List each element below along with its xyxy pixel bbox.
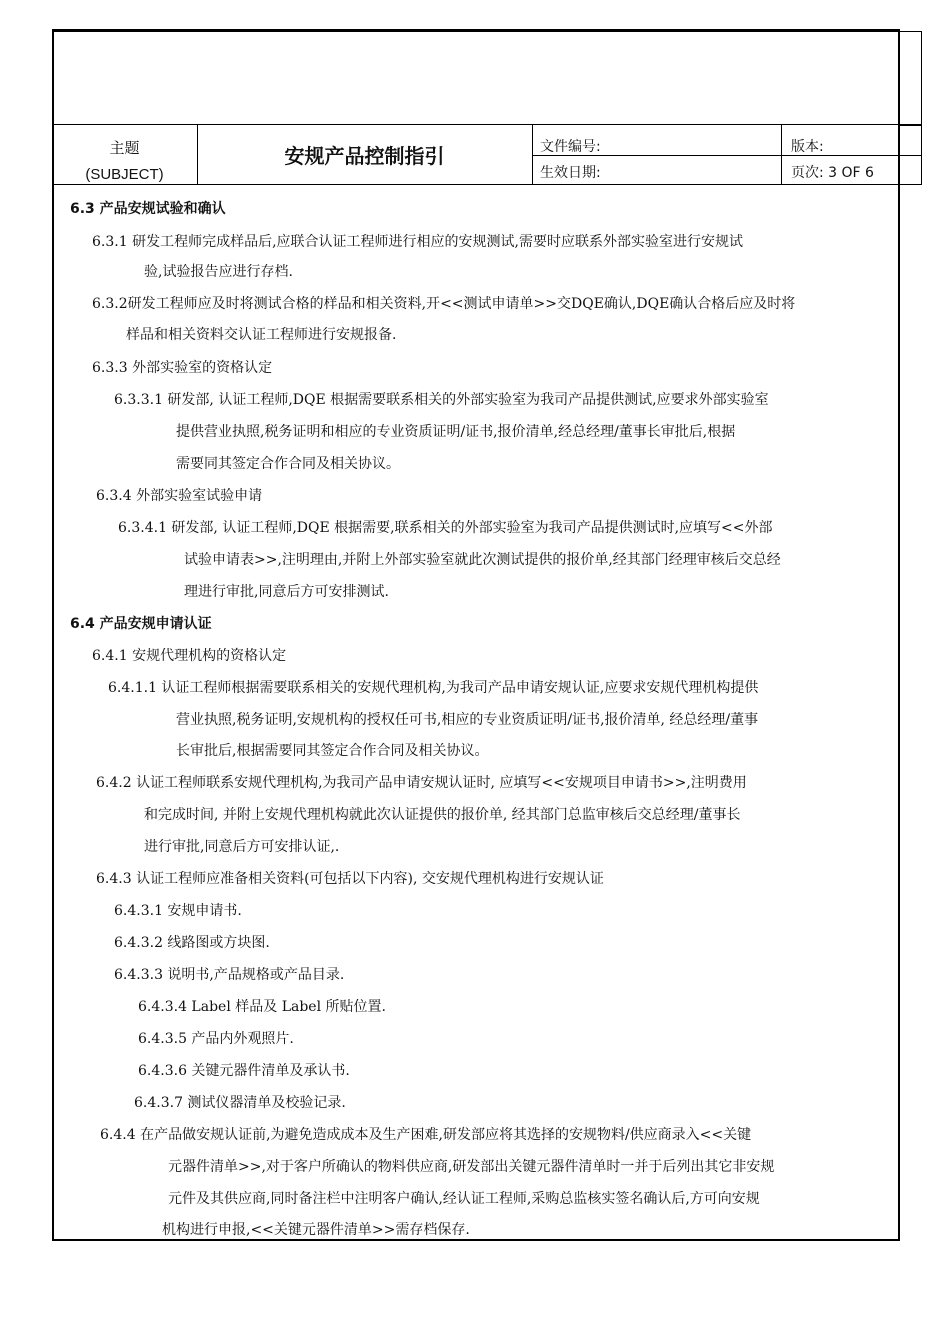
page-number: 页次: 3 OF 6 bbox=[791, 165, 874, 181]
effective-date-label: 生效日期: bbox=[540, 165, 601, 181]
subsection-heading: 6.3.4 外部实验室试验申请 bbox=[96, 488, 263, 504]
paragraph-line: 验,试验报告应进行存档. bbox=[144, 264, 293, 280]
side-divider bbox=[900, 184, 921, 185]
list-item: 6.4.3.4 Label 样品及 Label 所贴位置. bbox=[138, 999, 386, 1015]
paragraph-line: 提供营业执照,税务证明和相应的专业资质证明/证书,报价清单,经总经理/董事长审批后,根据 bbox=[176, 424, 736, 440]
paragraph-line: 需要同其签定合作合同及相关协议。 bbox=[176, 456, 400, 472]
subsection-heading: 6.4.1 安规代理机构的资格认定 bbox=[92, 648, 287, 664]
list-item: 6.4.3.7 测试仪器清单及校验记录. bbox=[134, 1095, 346, 1111]
paragraph-line: 6.3.3.1 研发部, 认证工程师,DQE 根据需要联系相关的外部实验室为我司产品提供测试,应要求外部实验室 bbox=[114, 392, 769, 408]
paragraph-line: 元器件清单>>,对于客户所确认的物料供应商,研发部出关键元器件清单时一并于后列出其它非安规 bbox=[168, 1159, 775, 1175]
subsection-heading: 6.3.3 外部实验室的资格认定 bbox=[92, 360, 273, 376]
header-bottom-border bbox=[52, 184, 900, 185]
paragraph-line: 机构进行申报,<<关键元器件清单>>需存档保存. bbox=[162, 1222, 470, 1238]
version-label: 版本: bbox=[791, 139, 824, 155]
paragraph-line: 理进行审批,同意后方可安排测试. bbox=[184, 584, 389, 600]
side-divider bbox=[900, 125, 921, 126]
paragraph-line: 营业执照,税务证明,安规机构的授权任可书,相应的专业资质证明/证书,报价清单, 经总经理/董事 bbox=[176, 712, 759, 728]
list-item: 6.4.3.6 关键元器件清单及承认书. bbox=[138, 1063, 350, 1079]
header-divider bbox=[781, 124, 782, 184]
side-margin-box bbox=[900, 31, 922, 185]
paragraph-line: 6.4.3 认证工程师应准备相关资料(可包括以下内容), 交安规代理机构进行安规认证 bbox=[96, 871, 604, 887]
subject-label-en: (SUBJECT) bbox=[85, 166, 164, 183]
section-heading: 6.3 产品安规试验和确认 bbox=[70, 201, 226, 217]
doc-number-label: 文件编号: bbox=[540, 139, 601, 155]
paragraph-line: 6.4.2 认证工程师联系安规代理机构,为我司产品申请安规认证时, 应填写<<安规项目申请书>>,注明费用 bbox=[96, 775, 747, 791]
list-item: 6.4.3.3 说明书,产品规格或产品目录. bbox=[114, 967, 345, 983]
section-heading: 6.4 产品安规申请认证 bbox=[70, 616, 212, 632]
paragraph-line: 和完成时间, 并附上安规代理机构就此次认证提供的报价单, 经其部门总监审核后交总经理/董事长 bbox=[144, 807, 741, 823]
paragraph-line: 样品和相关资料交认证工程师进行安规报备. bbox=[126, 327, 397, 343]
paragraph-line: 6.4.1.1 认证工程师根据需要联系相关的安规代理机构,为我司产品申请安规认证,应要求安规代理机构提供 bbox=[108, 680, 759, 696]
paragraph-line: 6.3.2研发工程师应及时将测试合格的样品和相关资料,开<<测试申请单>>交DQE确认,DQE确认合格后应及时将 bbox=[92, 296, 796, 312]
paragraph-line: 试验申请表>>,注明理由,并附上外部实验室就此次测试提供的报价单,经其部门经理审核后交总经 bbox=[184, 552, 781, 568]
paragraph-line: 6.3.4.1 研发部, 认证工程师,DQE 根据需要,联系相关的外部实验室为我司产品提供测试时,应填写<<外部 bbox=[118, 520, 773, 536]
paragraph-line: 6.3.1 研发工程师完成样品后,应联合认证工程师进行相应的安规测试,需要时应联系外部实验室进行安规试 bbox=[92, 234, 743, 250]
header-top-border bbox=[52, 124, 922, 125]
paragraph-line: 长审批后,根据需要同其签定合作合同及相关协议。 bbox=[176, 743, 489, 759]
subject-label-cn: 主题 bbox=[109, 140, 140, 157]
list-item: 6.4.3.5 产品内外观照片. bbox=[138, 1031, 294, 1047]
document-title: 安规产品控制指引 bbox=[284, 144, 445, 168]
list-item: 6.4.3.2 线路图或方块图. bbox=[114, 935, 270, 951]
paragraph-line: 元件及其供应商,同时备注栏中注明客户确认,经认证工程师,采购总监核实签名确认后,方可向安规 bbox=[168, 1191, 760, 1207]
list-item: 6.4.3.1 安规申请书. bbox=[114, 903, 242, 919]
paragraph-line: 进行审批,同意后方可安排认证,. bbox=[144, 839, 340, 855]
header-divider bbox=[532, 124, 533, 184]
paragraph-line: 6.4.4 在产品做安规认证前,为避免造成成本及生产困难,研发部应将其选择的安规物料/供应商录入<<关键 bbox=[100, 1127, 752, 1143]
